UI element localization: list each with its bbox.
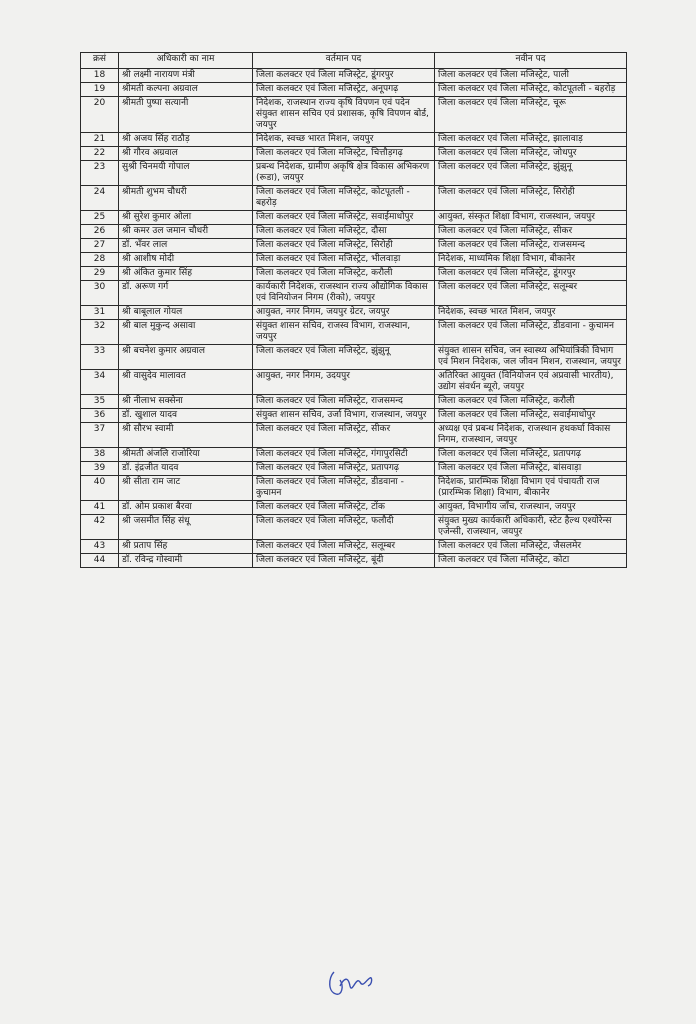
new-post-cell: जिला कलक्टर एवं जिला मजिस्ट्रेट, डीडवाना - कुचामन (435, 320, 627, 345)
serial-cell: 25 (81, 211, 119, 225)
table-row (81, 423, 627, 448)
serial-cell: 41 (81, 501, 119, 515)
new-post-cell: जिला कलक्टर एवं जिला मजिस्ट्रेट, प्रतापगढ़ (435, 448, 627, 462)
officer-name-cell: श्री सुरेश कुमार ओला (119, 211, 253, 225)
serial-cell: 35 (81, 395, 119, 409)
table-row (81, 161, 627, 186)
new-post-cell: आयुक्त, संस्कृत शिक्षा विभाग, राजस्थान, जयपुर (435, 211, 627, 225)
table-row (81, 462, 627, 476)
serial-cell: 27 (81, 239, 119, 253)
officer-name-cell: श्री बाल मुकुन्द असावा (119, 320, 253, 345)
serial-cell: 34 (81, 370, 119, 395)
table-row (81, 83, 627, 97)
new-post-cell: संयुक्त मुख्य कार्यकारी अधिकारी, स्टेट हैल्थ एश्योरेन्स एजेन्सी, राजस्थान, जयपुर (435, 515, 627, 540)
current-post-cell: जिला कलक्टर एवं जिला मजिस्ट्रेट, बूंदी (253, 554, 435, 568)
serial-cell: 21 (81, 133, 119, 147)
current-post-cell: जिला कलक्टर एवं जिला मजिस्ट्रेट, डूंगरपुर (253, 69, 435, 83)
serial-cell: 19 (81, 83, 119, 97)
table-row (81, 211, 627, 225)
current-post-cell: संयुक्त शासन सचिव, उर्जा विभाग, राजस्थान, जयपुर (253, 409, 435, 423)
current-post-cell: जिला कलक्टर एवं जिला मजिस्ट्रेट, भीलवाड़ा (253, 253, 435, 267)
serial-cell: 26 (81, 225, 119, 239)
officer-name-cell: श्रीमती कल्पना अग्रवाल (119, 83, 253, 97)
new-post-cell: जिला कलक्टर एवं जिला मजिस्ट्रेट, सवाईमाधोपुर (435, 409, 627, 423)
new-post-cell: जिला कलक्टर एवं जिला मजिस्ट्रेट, झालावाड़ (435, 133, 627, 147)
current-post-cell: संयुक्त शासन सचिव, राजस्व विभाग, राजस्थान, जयपुर (253, 320, 435, 345)
new-post-cell: जिला कलक्टर एवं जिला मजिस्ट्रेट, करौली (435, 395, 627, 409)
officer-name-cell: श्री बाबूलाल गोयल (119, 306, 253, 320)
officer-name-cell: श्री नीलाभ सक्सेना (119, 395, 253, 409)
new-post-cell: जिला कलक्टर एवं जिला मजिस्ट्रेट, कोटपूतली - बहरोड़ (435, 83, 627, 97)
current-post-cell: निदेशक, राजस्थान राज्य कृषि विपणन एवं पदेन संयुक्त शासन सचिव एवं प्रशासक, कृषि विपणन बोर्ड, जयपुर (253, 97, 435, 133)
serial-cell: 33 (81, 345, 119, 370)
serial-cell: 43 (81, 540, 119, 554)
officer-name-cell: श्री वासुदेव मालावत (119, 370, 253, 395)
new-post-cell: जिला कलक्टर एवं जिला मजिस्ट्रेट, राजसमन्द (435, 239, 627, 253)
officer-name-cell: श्री गौरव अग्रवाल (119, 147, 253, 161)
table-row (81, 448, 627, 462)
table-row (81, 409, 627, 423)
header-officer-name: अधिकारी का नाम (119, 53, 253, 69)
officer-name-cell: सुश्री चिनमयी गोपाल (119, 161, 253, 186)
current-post-cell: आयुक्त, नगर निगम, उदयपुर (253, 370, 435, 395)
current-post-cell: जिला कलक्टर एवं जिला मजिस्ट्रेट, गंगापुरसिटी (253, 448, 435, 462)
new-post-cell: जिला कलक्टर एवं जिला मजिस्ट्रेट, सिरोही (435, 186, 627, 211)
current-post-cell: जिला कलक्टर एवं जिला मजिस्ट्रेट, डीडवाना - कुचामन (253, 476, 435, 501)
table-row (81, 476, 627, 501)
table-header-row (81, 53, 627, 69)
serial-cell: 32 (81, 320, 119, 345)
officer-name-cell: श्री कमर उल जमान चौधरी (119, 225, 253, 239)
officer-name-cell: श्री अंकित कुमार सिंह (119, 267, 253, 281)
current-post-cell: निदेशक, स्वच्छ भारत मिशन, जयपुर (253, 133, 435, 147)
table-row (81, 69, 627, 83)
officer-name-cell: श्री लक्ष्मी नारायण मंत्री (119, 69, 253, 83)
table-row (81, 515, 627, 540)
serial-cell: 40 (81, 476, 119, 501)
officer-name-cell: डॉ. भँवर लाल (119, 239, 253, 253)
transfer-table (80, 52, 627, 568)
new-post-cell: संयुक्त शासन सचिव, जन स्वास्थ्य अभियांत्रिकी विभाग एवं मिशन निदेशक, जल जीवन मिशन, राजस्थान, जयपुर (435, 345, 627, 370)
table-row (81, 225, 627, 239)
table-row (81, 320, 627, 345)
current-post-cell: जिला कलक्टर एवं जिला मजिस्ट्रेट, फलौदी (253, 515, 435, 540)
serial-cell: 44 (81, 554, 119, 568)
table-row (81, 281, 627, 306)
new-post-cell: निदेशक, माध्यमिक शिक्षा विभाग, बीकानेर (435, 253, 627, 267)
new-post-cell: निदेशक, प्रारम्भिक शिक्षा विभाग एवं पंचायती राज (प्रारम्भिक शिक्षा) विभाग, बीकानेर (435, 476, 627, 501)
current-post-cell: आयुक्त, नगर निगम, जयपुर ग्रेटर, जयपुर (253, 306, 435, 320)
serial-cell: 36 (81, 409, 119, 423)
table-row (81, 501, 627, 515)
table-row (81, 540, 627, 554)
new-post-cell: जिला कलक्टर एवं जिला मजिस्ट्रेट, जैसलमेर (435, 540, 627, 554)
officer-name-cell: श्रीमती अंजलि राजोरिया (119, 448, 253, 462)
new-post-cell: जिला कलक्टर एवं जिला मजिस्ट्रेट, डूंगरपुर (435, 267, 627, 281)
current-post-cell: जिला कलक्टर एवं जिला मजिस्ट्रेट, राजसमन्द (253, 395, 435, 409)
table-body (81, 69, 627, 568)
serial-cell: 23 (81, 161, 119, 186)
serial-cell: 38 (81, 448, 119, 462)
officer-name-cell: श्री आशीष मोदी (119, 253, 253, 267)
table-row (81, 147, 627, 161)
new-post-cell: जिला कलक्टर एवं जिला मजिस्ट्रेट, सीकर (435, 225, 627, 239)
table-row (81, 133, 627, 147)
officer-name-cell: श्री बचनेश कुमार अग्रवाल (119, 345, 253, 370)
table-row (81, 97, 627, 133)
officer-name-cell: श्री जसमीत सिंह संधू (119, 515, 253, 540)
current-post-cell: जिला कलक्टर एवं जिला मजिस्ट्रेट, करौली (253, 267, 435, 281)
current-post-cell: जिला कलक्टर एवं जिला मजिस्ट्रेट, दौसा (253, 225, 435, 239)
current-post-cell: जिला कलक्टर एवं जिला मजिस्ट्रेट, सलूम्बर (253, 540, 435, 554)
table-row (81, 186, 627, 211)
new-post-cell: जिला कलक्टर एवं जिला मजिस्ट्रेट, झुंझुनू (435, 161, 627, 186)
current-post-cell: कार्यकारी निदेशक, राजस्थान राज्य औद्योगिक विकास एवं विनियोजन निगम (रीको), जयपुर (253, 281, 435, 306)
officer-name-cell: श्री अजय सिंह राठौड़ (119, 133, 253, 147)
table-row (81, 253, 627, 267)
serial-cell: 18 (81, 69, 119, 83)
serial-cell: 31 (81, 306, 119, 320)
officer-name-cell: श्री सौरभ स्वामी (119, 423, 253, 448)
table-row (81, 306, 627, 320)
current-post-cell: जिला कलक्टर एवं जिला मजिस्ट्रेट, टोंक (253, 501, 435, 515)
serial-cell: 28 (81, 253, 119, 267)
current-post-cell: प्रबन्ध निदेशक, ग्रामीण अकृषि क्षेत्र विकास अभिकरण (रूडा), जयपुर (253, 161, 435, 186)
officer-name-cell: श्रीमती पुष्पा सत्यानी (119, 97, 253, 133)
serial-cell: 30 (81, 281, 119, 306)
new-post-cell: जिला कलक्टर एवं जिला मजिस्ट्रेट, बांसवाड़ा (435, 462, 627, 476)
current-post-cell: जिला कलक्टर एवं जिला मजिस्ट्रेट, झुंझुनू (253, 345, 435, 370)
new-post-cell: आयुक्त, विभागीय जाँच, राजस्थान, जयपुर (435, 501, 627, 515)
new-post-cell: जिला कलक्टर एवं जिला मजिस्ट्रेट, चूरू (435, 97, 627, 133)
officer-name-cell: डॉ. रविन्द्र गोस्वामी (119, 554, 253, 568)
officer-name-cell: डॉ. खुशाल यादव (119, 409, 253, 423)
officer-name-cell: श्रीमती शुभम चौधरी (119, 186, 253, 211)
new-post-cell: अध्यक्ष एवं प्रबन्ध निदेशक, राजस्थान हथकर्घा विकास निगम, राजस्थान, जयपुर (435, 423, 627, 448)
current-post-cell: जिला कलक्टर एवं जिला मजिस्ट्रेट, सिरोही (253, 239, 435, 253)
serial-cell: 39 (81, 462, 119, 476)
serial-cell: 24 (81, 186, 119, 211)
serial-cell: 22 (81, 147, 119, 161)
officer-name-cell: डॉ. अरूण गर्ग (119, 281, 253, 306)
header-serial: क्रसं (81, 53, 119, 69)
current-post-cell: जिला कलक्टर एवं जिला मजिस्ट्रेट, सीकर (253, 423, 435, 448)
new-post-cell: जिला कलक्टर एवं जिला मजिस्ट्रेट, जोधपुर (435, 147, 627, 161)
new-post-cell: निदेशक, स्वच्छ भारत मिशन, जयपुर (435, 306, 627, 320)
table-row (81, 345, 627, 370)
table-row (81, 395, 627, 409)
table-row (81, 239, 627, 253)
officer-name-cell: श्री सीता राम जाट (119, 476, 253, 501)
table-row (81, 370, 627, 395)
table-row (81, 554, 627, 568)
current-post-cell: जिला कलक्टर एवं जिला मजिस्ट्रेट, चित्तौड़गढ़ (253, 147, 435, 161)
new-post-cell: जिला कलक्टर एवं जिला मजिस्ट्रेट, कोटा (435, 554, 627, 568)
current-post-cell: जिला कलक्टर एवं जिला मजिस्ट्रेट, प्रतापगढ़ (253, 462, 435, 476)
current-post-cell: जिला कलक्टर एवं जिला मजिस्ट्रेट, अनूपगढ़ (253, 83, 435, 97)
new-post-cell: अतिरिक्त आयुक्त (विनियोजन एवं अप्रवासी भारतीय), उद्योग संवर्धन ब्यूरो, जयपुर (435, 370, 627, 395)
serial-cell: 42 (81, 515, 119, 540)
officer-name-cell: श्री प्रताप सिंह (119, 540, 253, 554)
table-row (81, 267, 627, 281)
header-current-post: वर्तमान पद (253, 53, 435, 69)
new-post-cell: जिला कलक्टर एवं जिला मजिस्ट्रेट, सलूम्बर (435, 281, 627, 306)
current-post-cell: जिला कलक्टर एवं जिला मजिस्ट्रेट, कोटपूतली - बहरोड़ (253, 186, 435, 211)
header-new-post: नवीन पद (435, 53, 627, 69)
officer-name-cell: डॉ. इंद्रजीत यादव (119, 462, 253, 476)
signature (326, 964, 376, 1000)
officer-name-cell: डॉ. ओम प्रकाश बैरवा (119, 501, 253, 515)
current-post-cell: जिला कलक्टर एवं जिला मजिस्ट्रेट, सवाईमाधोपुर (253, 211, 435, 225)
serial-cell: 37 (81, 423, 119, 448)
serial-cell: 29 (81, 267, 119, 281)
serial-cell: 20 (81, 97, 119, 133)
new-post-cell: जिला कलक्टर एवं जिला मजिस्ट्रेट, पाली (435, 69, 627, 83)
